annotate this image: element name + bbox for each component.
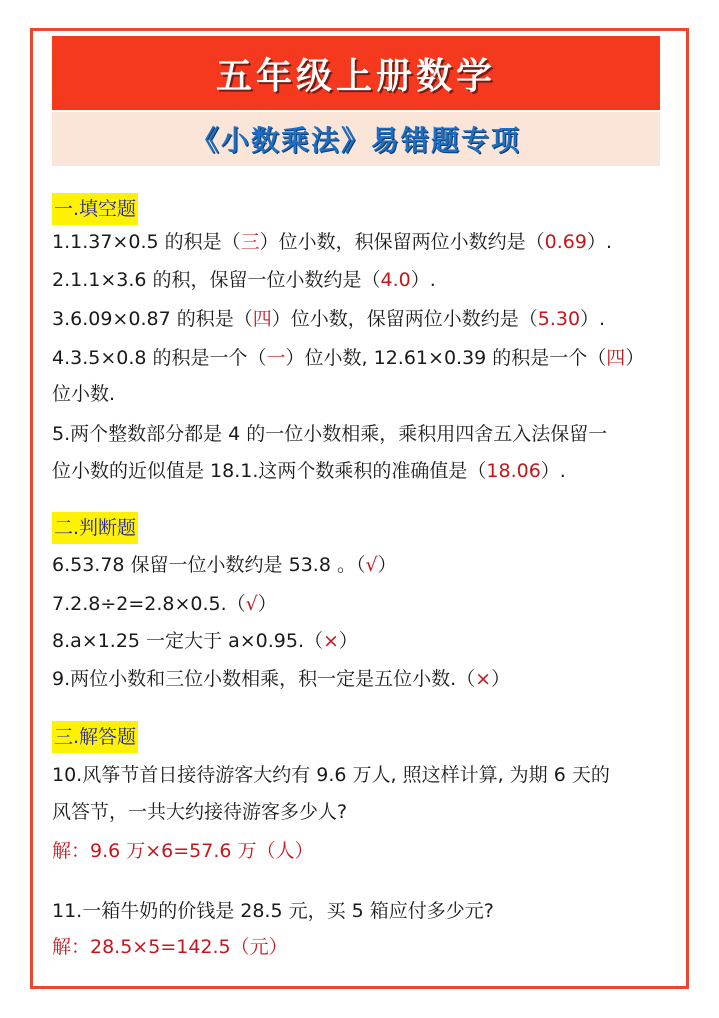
question-text: 8.a×1.25 一定大于 a×0.95.（ <box>52 630 323 652</box>
answer: 三 <box>240 231 260 253</box>
question-text: 位小数的近似值是 18.1.这两个数乘积的准确值是（ <box>52 460 487 482</box>
question-text: ）位小数，保留两位小数约是（ <box>271 308 538 330</box>
question-text: ）位小数, 12.61×0.39 的积是一个（ <box>285 347 607 369</box>
question-text: ）. <box>540 460 566 482</box>
question-8 <box>52 628 358 654</box>
question-text: 6.53.78 保留一位小数约是 53.8 。（ <box>52 554 366 576</box>
question-9 <box>52 666 510 692</box>
question-text: 2.1.1×3.6 的积，保留一位小数约是（ <box>52 269 381 291</box>
answer: 18.06 <box>486 460 541 482</box>
question-text: ）. <box>586 231 612 253</box>
title-banner <box>52 36 660 110</box>
section-heading-true-false: 二.判断题 <box>52 512 138 544</box>
answer: √ <box>245 593 258 615</box>
question-6 <box>52 552 397 578</box>
answer: 四 <box>252 308 272 330</box>
question-text: ） <box>625 347 645 369</box>
question-11: 11.一箱牛奶的价钱是 28.5 元，买 5 箱应付多少元? <box>52 900 494 922</box>
question-text: ） <box>491 668 511 690</box>
page-title: 五年级上册数学 <box>215 54 496 97</box>
question-text: 1.1.37×0.5 的积是（ <box>52 231 241 253</box>
question-7 <box>52 591 277 617</box>
question-text: 4.3.5×0.8 的积是一个（ <box>52 347 267 369</box>
question-text: 7.2.8÷2=2.8×0.5.（ <box>52 593 246 615</box>
question-10: 10.风筝节首日接待游客大约有 9.6 万人, 照这样计算, 为期 6 天的 <box>52 764 610 786</box>
section-heading-word-problems: 三.解答题 <box>52 721 138 753</box>
section-heading-fill-in: 一.填空题 <box>52 193 138 225</box>
question-1 <box>52 229 612 255</box>
answer: 一 <box>266 347 286 369</box>
answer: 4.0 <box>380 269 411 291</box>
solution-10: 解：9.6 万×6=57.6 万（人） <box>52 840 314 862</box>
question-text: ）. <box>580 308 606 330</box>
answer: × <box>475 668 492 690</box>
question-3 <box>52 306 605 332</box>
answer: 0.69 <box>544 231 587 253</box>
question-4-cont: 位小数. <box>52 383 116 405</box>
answer: 5.30 <box>537 308 581 330</box>
solution-11: 解：28.5×5=142.5（元） <box>52 936 288 958</box>
page-subtitle: 《小数乘法》易错题专项 <box>190 124 521 157</box>
question-text: 3.6.09×0.87 的积是（ <box>52 308 253 330</box>
answer: × <box>322 630 339 652</box>
question-2 <box>52 267 436 293</box>
question-5-cont <box>52 458 566 484</box>
question-text: ）位小数，积保留两位小数约是（ <box>259 231 545 253</box>
question-text: ） <box>377 554 397 576</box>
question-text: 9.两位小数和三位小数相乘，积一定是五位小数.（ <box>52 668 476 690</box>
answer: √ <box>365 554 378 576</box>
question-text: ）. <box>410 269 436 291</box>
subtitle-banner <box>52 112 660 166</box>
question-5: 5.两个整数部分都是 4 的一位小数相乘，乘积用四舍五入法保留一 <box>52 423 608 445</box>
question-text: ） <box>338 630 358 652</box>
answer: 四 <box>606 347 626 369</box>
question-text: ） <box>257 593 277 615</box>
question-4 <box>52 345 644 371</box>
question-10-cont: 风答节，一共大约接待游客多少人? <box>52 801 348 823</box>
